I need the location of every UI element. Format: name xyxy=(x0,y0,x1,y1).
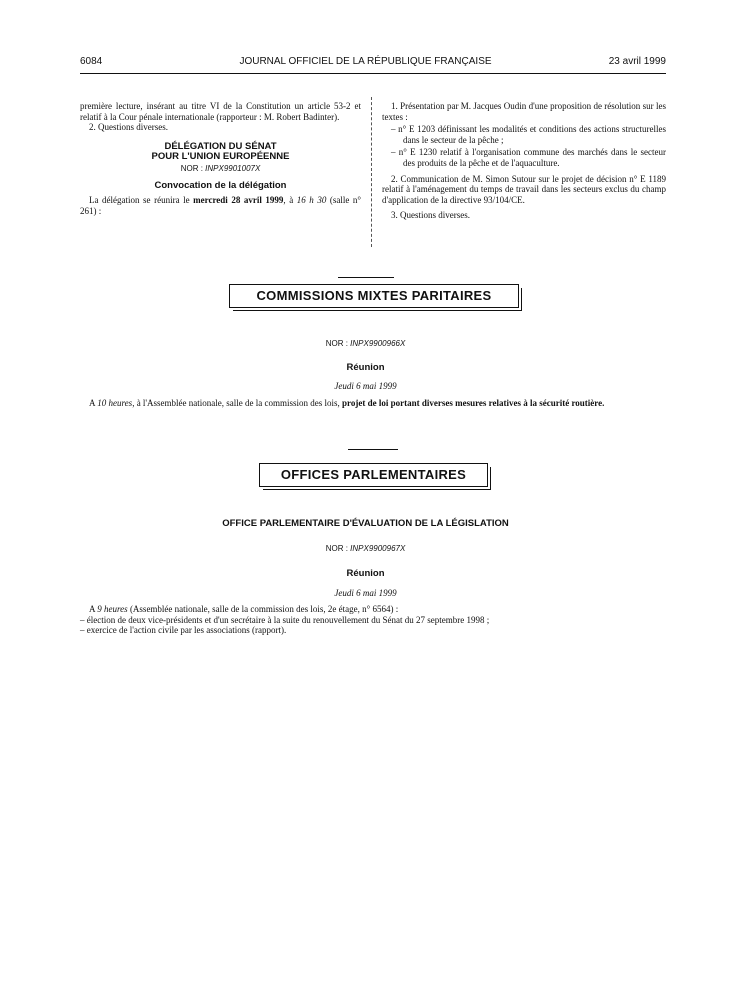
section-rule-1 xyxy=(338,277,394,278)
left-column xyxy=(80,101,361,216)
nor-code: INPX9900966X xyxy=(350,339,406,348)
nor-label: NOR : xyxy=(325,339,348,348)
cmp-reunion: Réunion xyxy=(346,362,385,373)
header-rule xyxy=(80,73,666,74)
cmp-nor xyxy=(0,339,731,348)
offices-text xyxy=(80,604,666,615)
meeting-pre: La délégation se réunira le xyxy=(89,194,194,205)
cmp-body xyxy=(80,398,666,409)
nor-label: NOR : xyxy=(180,163,203,173)
nor-code: INPX9901007X xyxy=(205,163,261,173)
meeting-post: (salle n° 261) : xyxy=(80,194,361,216)
page-number: 6084 xyxy=(80,56,103,67)
column-divider xyxy=(371,97,372,247)
offices-item-1: – élection de deux vice-présidents et d'un secrétaire à la suite du renouvellement du Sénat du 27 septembre 1998 ; xyxy=(80,614,490,625)
cmp-date: Jeudi 6 mai 1999 xyxy=(334,381,397,391)
cmp-time: 10 heures xyxy=(97,398,133,408)
issue-date: 23 avril 1999 xyxy=(608,56,666,67)
delegation-title-line2: POUR L'UNION EUROPÉENNE xyxy=(151,151,290,163)
offices-subtitle: OFFICE PARLEMENTAIRE D'ÉVALUATION DE LA LÉGISLATION xyxy=(222,518,509,529)
convocation-title: Convocation de la délégation xyxy=(154,180,287,192)
nor-label: NOR : xyxy=(325,544,348,553)
offices-item-2: – exercice de l'action civile par les associations (rapport). xyxy=(80,625,287,636)
continuation-text: première lecture, insérant au titre VI de la Constitution un article 53-2 et relatif à la Cour pénale internationale (rapporteur : M. Robert Badinter). xyxy=(80,101,361,122)
meeting-date: mercredi 28 avril 1999 xyxy=(193,194,284,205)
cmp-text-bold: projet de loi portant diverses mesures relatives à la sécurité routière. xyxy=(342,398,605,408)
meeting-time: 16 h 30 xyxy=(296,194,327,205)
offices-body xyxy=(80,604,666,636)
offices-text-post: (Assemblée nationale, salle de la commission des lois, 2e étage, n° 6564) : xyxy=(127,604,399,614)
cmp-text-mid: , à l'Assemblée nationale, salle de la commission des lois, xyxy=(132,398,343,408)
offices-nor xyxy=(0,544,731,553)
right-item-3: 3. Questions diverses. xyxy=(391,210,470,221)
cmp-section-title: COMMISSIONS MIXTES PARITAIRES xyxy=(229,284,519,308)
left-item-2: 2. Questions diverses. xyxy=(89,122,168,133)
offices-text-pre: A xyxy=(89,604,98,614)
offices-reunion: Réunion xyxy=(346,568,385,579)
offices-date: Jeudi 6 mai 1999 xyxy=(334,588,397,598)
cmp-text xyxy=(80,398,666,409)
right-item-2: 2. Communication de M. Simon Sutour sur le projet de décision n° E 1189 relatif à l'aménagement du temps de travail dans les secteurs exclus du champ d'application de la directive 93/104/CE. xyxy=(382,173,666,205)
right-item-1: 1. Présentation par M. Jacques Oudin d'une proposition de résolution sur les textes : xyxy=(382,101,666,122)
meeting-mid: , à xyxy=(283,194,297,205)
section-rule-2 xyxy=(348,449,398,450)
delegation-title-line1: DÉLÉGATION DU SÉNAT xyxy=(164,140,277,152)
nor-code: INPX9900967X xyxy=(350,544,406,553)
journal-title: JOURNAL OFFICIEL DE LA RÉPUBLIQUE FRANÇAISE xyxy=(239,56,492,67)
right-dash-2: – n° E 1230 relatif à l'organisation commune des marchés dans le secteur des produits de la pêche et de l'aquaculture. xyxy=(391,147,666,168)
offices-section-title: OFFICES PARLEMENTAIRES xyxy=(259,463,488,487)
meeting-text xyxy=(80,195,361,216)
offices-time: 9 heures xyxy=(97,604,128,614)
right-dash-1: – n° E 1203 définissant les modalités et conditions des actions structurelles dans le secteur de la pêche ; xyxy=(391,124,666,145)
cmp-text-pre: A xyxy=(89,398,98,408)
delegation-nor xyxy=(80,164,361,175)
right-column xyxy=(382,101,666,221)
